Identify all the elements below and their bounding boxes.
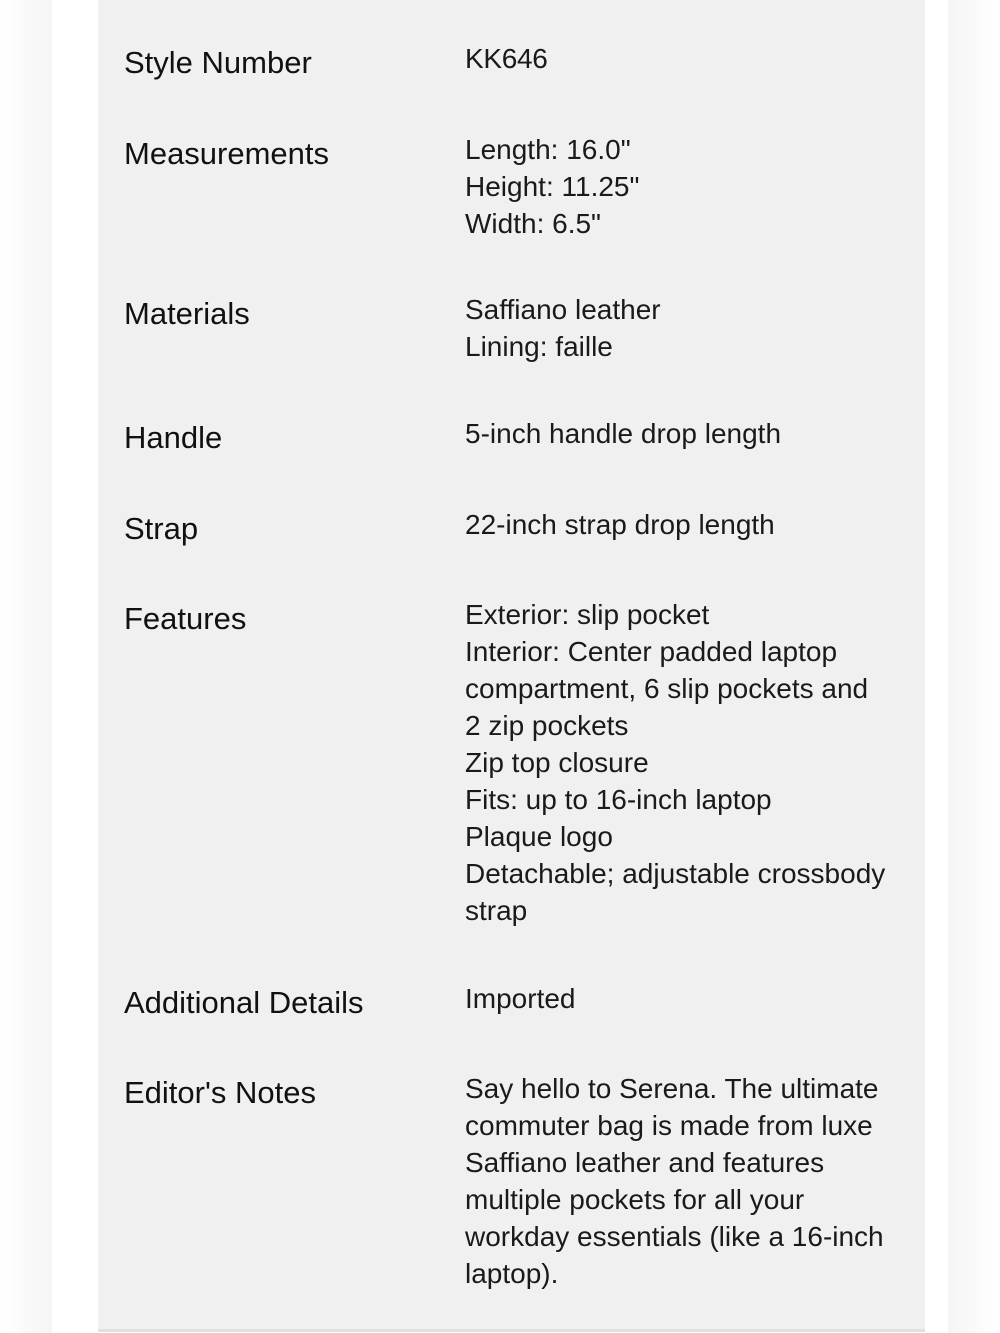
spec-value-editors-notes xyxy=(465,1070,914,1292)
spec-row-style-number xyxy=(124,40,914,131)
spec-row-measurements xyxy=(124,131,914,291)
measurement-length: Length: 16.0" xyxy=(465,134,631,165)
spec-row-materials xyxy=(124,291,914,415)
feature-line: Interior: Center padded laptop xyxy=(465,636,838,667)
feature-line: Zip top closure xyxy=(465,747,649,778)
page-edge-left xyxy=(0,0,52,1333)
feature-line: compartment, 6 slip pockets and xyxy=(465,673,869,704)
spec-label-style-number: Style Number xyxy=(124,45,312,80)
spec-label-measurements: Measurements xyxy=(124,136,330,171)
feature-line: Detachable; adjustable crossbody xyxy=(465,858,886,889)
material-primary: Saffiano leather xyxy=(465,294,661,325)
spec-label-features: Features xyxy=(124,601,247,636)
feature-line: Exterior: slip pocket xyxy=(465,599,710,630)
feature-line: Fits: up to 16-inch laptop xyxy=(465,784,772,815)
material-lining: Lining: faille xyxy=(465,331,613,362)
spec-value-measurements xyxy=(465,131,914,242)
spec-value-handle xyxy=(465,415,914,452)
spec-value-strap xyxy=(465,506,914,543)
product-details-panel xyxy=(98,0,925,1332)
spec-list xyxy=(124,40,914,1292)
feature-line: 2 zip pockets xyxy=(465,710,629,741)
spec-row-additional-details xyxy=(124,980,914,1070)
spec-row-handle xyxy=(124,415,914,506)
feature-line: Plaque logo xyxy=(465,821,613,852)
spec-label-editors-notes: Editor's Notes xyxy=(124,1075,316,1110)
strap-drop-length: 22-inch strap drop length xyxy=(465,509,775,540)
measurement-width: Width: 6.5" xyxy=(465,208,601,239)
spec-label-additional-details: Additional Details xyxy=(124,985,364,1020)
spec-label-materials: Materials xyxy=(124,296,250,331)
spec-value-additional-details xyxy=(465,980,914,1017)
spec-value-materials xyxy=(465,291,914,365)
spec-row-editors-notes xyxy=(124,1070,914,1292)
style-number-value: KK646 xyxy=(465,43,548,74)
handle-drop-length: 5-inch handle drop length xyxy=(465,418,782,449)
spec-value-style-number xyxy=(465,40,914,77)
page-gutter-right xyxy=(925,0,948,1333)
spec-row-strap xyxy=(124,506,914,596)
additional-details-value: Imported xyxy=(465,983,576,1014)
spec-label-handle: Handle xyxy=(124,420,223,455)
measurement-height: Height: 11.25" xyxy=(465,171,640,202)
spec-row-features xyxy=(124,596,914,980)
spec-value-features xyxy=(465,596,914,929)
page-gutter-left xyxy=(52,0,98,1333)
editors-notes-text: Say hello to Serena. The ultimate commuter bag is made from luxe Saffiano leather and features multiple pockets for all your workday essentials (like a 16-inch laptop). xyxy=(465,1073,884,1289)
page-edge-right xyxy=(948,0,1000,1333)
spec-label-strap: Strap xyxy=(124,511,199,546)
feature-line: strap xyxy=(465,895,528,926)
